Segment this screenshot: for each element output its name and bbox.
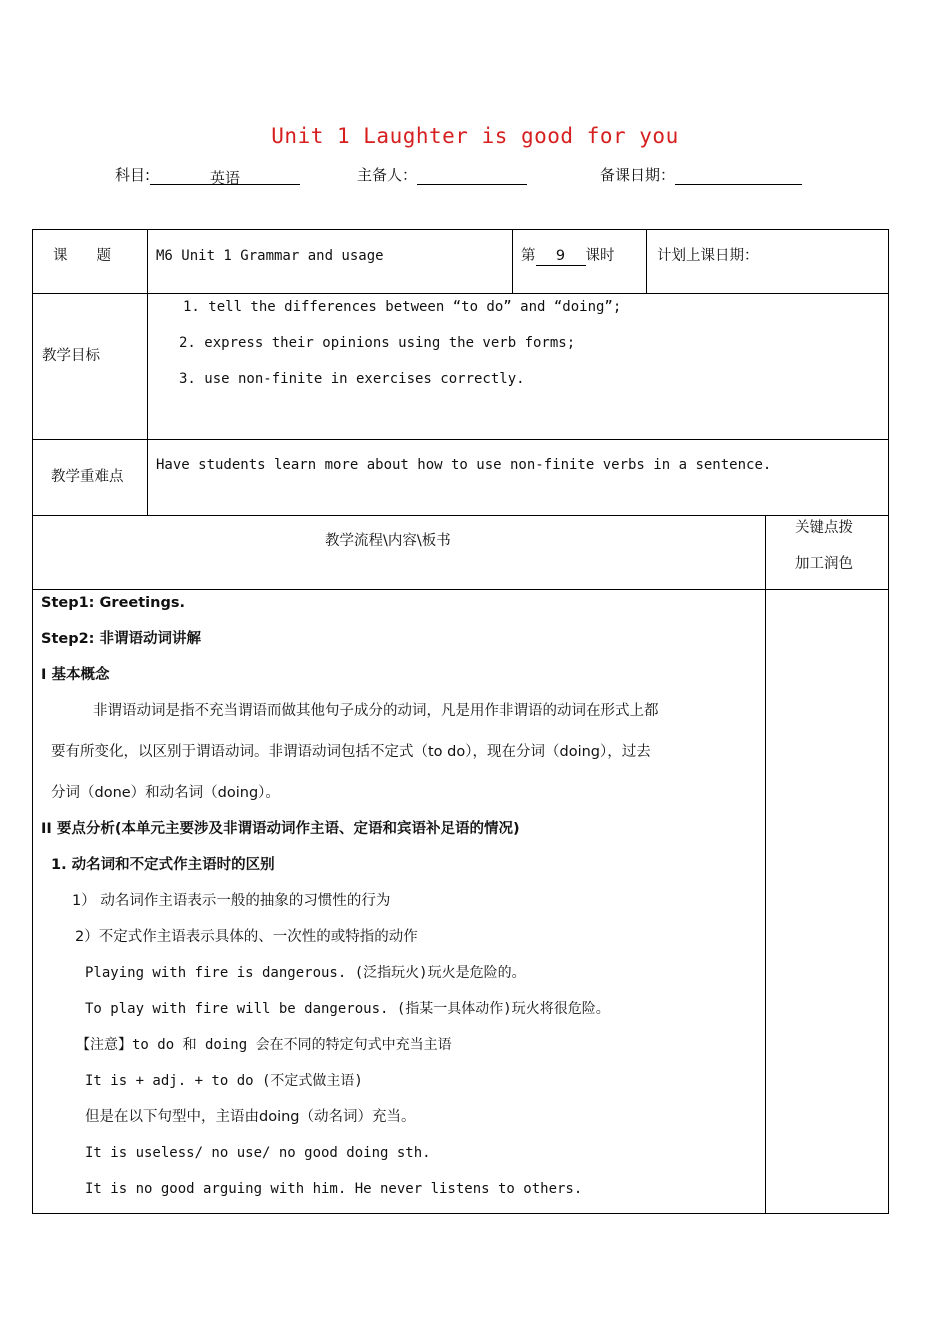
lesson-count (521, 247, 615, 266)
prep-date-field (600, 164, 802, 185)
lesson-suffix: 课时 (585, 248, 615, 264)
key-points-label: 教学重难点 (51, 469, 124, 485)
sub-point: 2）不定式作主语表示具体的、一次性的或特指的动作 (75, 929, 418, 945)
side-header-key: 关键点拨 (795, 520, 853, 536)
example-sentence: To play with fire will be dangerous. (指某一具体动作)玩火将很危险。 (85, 1001, 610, 1017)
pattern-intro: 但是在以下句型中，主语由doing（动名词）充当。 (85, 1109, 416, 1125)
preparer-value-line (417, 167, 527, 185)
example-sentence: Playing with fire is dangerous. (泛指玩火)玩火是危险的。 (85, 965, 526, 981)
point1-heading: 1. 动名词和不定式作主语时的区别 (51, 857, 275, 873)
section2-heading: II 要点分析(本单元主要涉及非谓语动词作主语、定语和宾语补足语的情况) (41, 821, 520, 837)
step1-heading: Step1: Greetings. (41, 595, 185, 611)
note-line: 【注意】to do 和 doing 会在不同的特定句式中充当主语 (76, 1037, 452, 1053)
objective-item: 1. tell the differences between “to do” and “doing”; (183, 299, 622, 315)
topic-value: M6 Unit 1 Grammar and usage (156, 248, 384, 264)
key-points-text: Have students learn more about how to use non-finite verbs in a sentence. (156, 457, 772, 473)
example-sentence: It is no good arguing with him. He never listens to others. (85, 1181, 583, 1197)
prep-date-label: 备课日期： (600, 166, 676, 184)
step2-heading: Step2: 非谓语动词讲解 (41, 631, 202, 647)
topic-label: 课 题 (53, 248, 111, 264)
sub-point: 1） 动名词作主语表示一般的抽象的习惯性的行为 (72, 893, 391, 909)
subject-value: 英语 (150, 167, 300, 185)
lesson-prefix: 第 (521, 248, 536, 264)
pattern-line: It is + adj. + to do (不定式做主语) (85, 1073, 363, 1089)
side-header-polish: 加工润色 (795, 556, 853, 572)
subject-field (115, 164, 300, 185)
prep-date-value-line (675, 167, 802, 185)
objectives-label: 教学目标 (42, 348, 100, 364)
lesson-number: 9 (536, 247, 586, 266)
para1-line: 非谓语动词是指不充当谓语而做其他句子成分的动词，凡是用作非谓语的动词在形式上都 (93, 703, 659, 719)
para1-line: 分词（done）和动名词（doing）。 (51, 785, 280, 801)
plan-date-label: 计划上课日期： (657, 248, 759, 264)
document-title: Unit 1 Laughter is good for you (271, 124, 679, 148)
process-header: 教学流程\内容\板书 (325, 533, 451, 549)
para1-line: 要有所变化，以区别于谓语动词。非谓语动词包括不定式（to do），现在分词（doing），过去 (51, 744, 651, 760)
objective-item: 2. express their opinions using the verb forms; (179, 335, 576, 351)
preparer-label: 主备人： (357, 166, 418, 184)
objective-item: 3. use non-finite in exercises correctly. (179, 371, 525, 387)
preparer-field (357, 164, 527, 185)
section1-heading: I 基本概念 (41, 667, 110, 683)
pattern-line: It is useless/ no use/ no good doing sth. (85, 1145, 431, 1161)
subject-label: 科目: (115, 166, 151, 184)
